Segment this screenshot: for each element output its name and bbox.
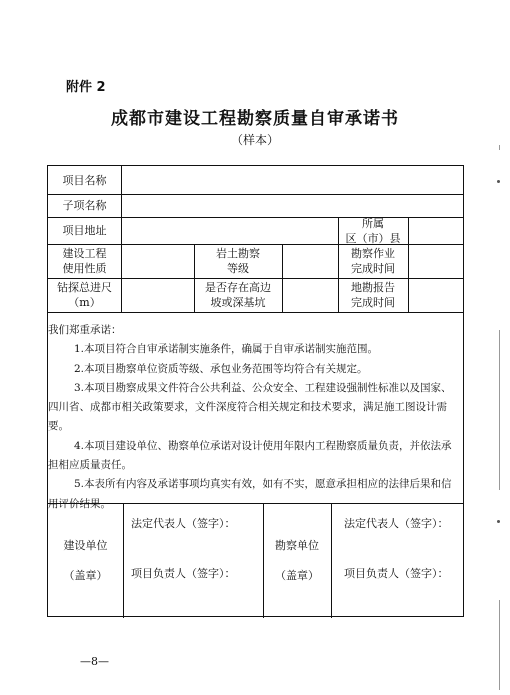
report-time-label: 地勘报告 完成时间 xyxy=(351,281,395,309)
scan-speck xyxy=(497,520,500,523)
declaration-opening: 我们郑重承诺： xyxy=(48,324,122,336)
scan-edge-line xyxy=(499,600,500,690)
construction-unit-seal: 建设单位 （盖章） xyxy=(63,539,108,582)
declaration-item-1: 1.本项目符合自审承诺制实施条件，确属于自审承诺制实施范围。 xyxy=(74,343,379,356)
attachment-label: 附件 2 xyxy=(66,80,106,95)
declaration-item-2: 2.本项目勘察单位资质等级、承包业务范围等均符合有关规定。 xyxy=(74,362,368,375)
declaration-item-4: 4.本项目建设单位、勘察单位承诺对设计使用年限内工程勘察质量负责，并依法承担相应质量责任。 xyxy=(48,439,452,472)
survey-work-time-label: 勘察作业 完成时间 xyxy=(351,247,395,275)
project-name-label: 项目名称 xyxy=(62,173,107,187)
document-subtitle: （样本） xyxy=(230,133,279,147)
scan-speck xyxy=(497,180,500,183)
project-address-field[interactable] xyxy=(121,217,338,244)
project-address-label: 项目地址 xyxy=(62,224,107,237)
geo-level-label: 岩土勘察 等级 xyxy=(216,247,260,275)
scan-edge-line xyxy=(499,330,500,490)
document-title: 成都市建设工程勘察质量自审承诺书 xyxy=(111,109,399,129)
high-slope-field[interactable] xyxy=(282,278,338,312)
survey-project-lead-signature[interactable]: 项目负责人（签字）： xyxy=(344,567,449,580)
commitment-form xyxy=(47,165,464,617)
declaration-text xyxy=(48,321,462,514)
building-use-field[interactable] xyxy=(121,244,194,278)
building-use-label: 建设工程 使用性质 xyxy=(62,247,107,275)
page-number: —8— xyxy=(80,655,109,668)
geo-level-field[interactable] xyxy=(282,244,338,278)
district-label: 所属 区（市）县 xyxy=(345,216,401,245)
scan-edge-mark xyxy=(499,145,500,150)
drill-footage-label: 钻探总进尺 （m） xyxy=(57,281,112,309)
drill-footage-field[interactable] xyxy=(121,278,194,312)
construction-legal-rep-signature[interactable]: 法定代表人（签字）： xyxy=(131,517,236,530)
sub-item-name-label: 子项名称 xyxy=(62,199,107,212)
survey-work-time-field[interactable] xyxy=(408,244,463,278)
survey-legal-rep-signature[interactable]: 法定代表人（签字）： xyxy=(344,517,449,530)
district-field[interactable] xyxy=(408,217,463,244)
construction-project-lead-signature[interactable]: 项目负责人（签字）： xyxy=(131,567,236,580)
declaration-item-5: 5.本表所有内容及承诺事项均真实有效，如有不实，愿意承担相应的法律后果和信用评价结果。 xyxy=(48,478,452,510)
survey-unit-seal: 勘察单位 （盖章） xyxy=(275,539,319,582)
declaration-item-3: 3.本项目勘察成果文件符合公共利益、公众安全、工程建设强制性标准以及国家、四川省、成都市相关政策要求，文件深度符合相关规定和技术要求，满足施工图设计需要。 xyxy=(48,381,452,433)
sub-item-name-field[interactable] xyxy=(121,194,463,217)
high-slope-label: 是否存在高边 坡或深基坑 xyxy=(205,281,271,309)
project-name-field[interactable] xyxy=(121,166,463,194)
report-time-field[interactable] xyxy=(408,278,463,312)
